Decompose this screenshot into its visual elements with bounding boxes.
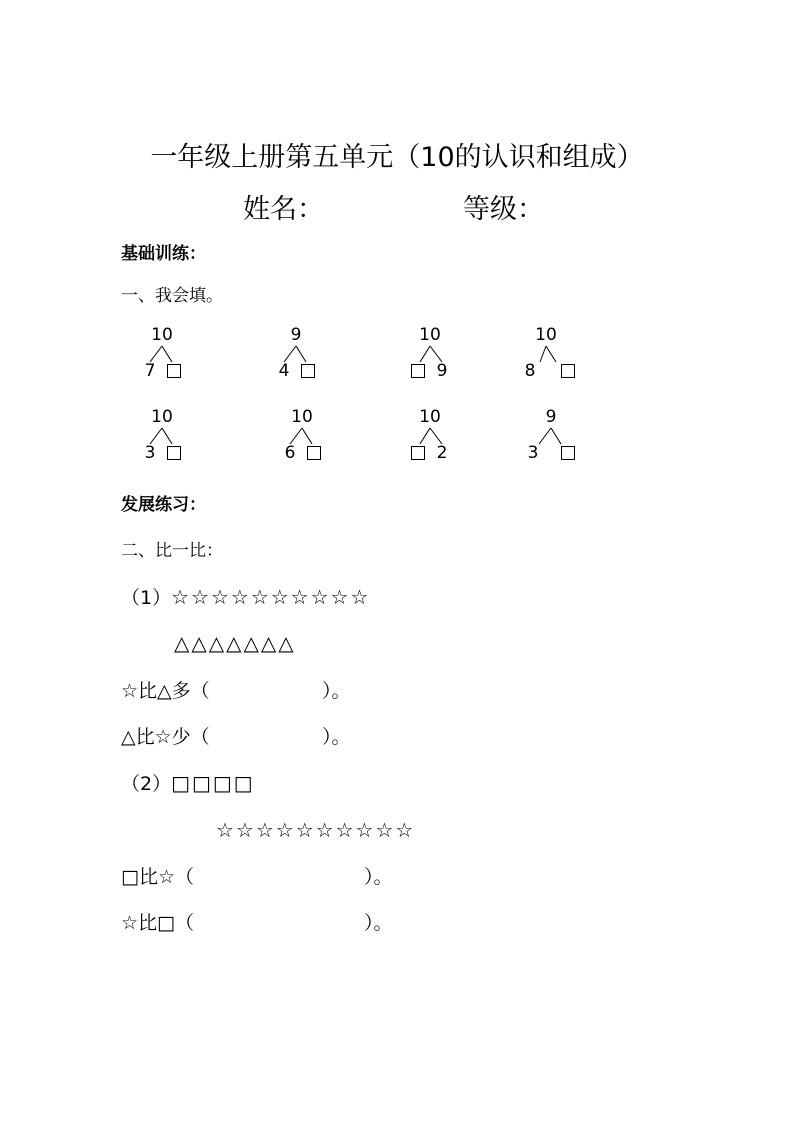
bond-part-right: 2: [436, 443, 448, 463]
number-bond: [526, 325, 596, 383]
number-bond: [410, 407, 480, 465]
bond-answer-box[interactable]: [410, 444, 426, 462]
compare-1-prompt: ☆比△多（: [121, 680, 210, 702]
part-1-triangles: △△△△△△△: [174, 631, 296, 655]
number-bond: [276, 325, 346, 383]
number-bond: [142, 407, 212, 465]
page-title: 一年级上册第五单元（10的认识和组成）: [150, 142, 644, 173]
compare-4-close: ）。: [364, 912, 393, 934]
bond-part-left: 3: [527, 443, 539, 463]
bond-answer-box[interactable]: [300, 362, 316, 380]
bond-part-left: 6: [284, 443, 296, 463]
compare-2-prompt: △比☆少（: [121, 726, 210, 748]
section-heading-basic: 基础训练：: [121, 244, 206, 264]
part-1-row: [121, 584, 370, 611]
bond-part-left: 7: [144, 361, 156, 381]
bond-total: 9: [290, 325, 302, 345]
compare-3-prompt: □比☆（: [121, 866, 194, 888]
number-bond: [527, 407, 601, 465]
bond-answer-box[interactable]: [410, 362, 426, 380]
bond-total: 10: [151, 325, 173, 345]
part-2-squares: □□□□: [171, 771, 255, 795]
section-heading-development: 发展练习：: [121, 495, 206, 515]
bond-part-left: 4: [278, 361, 290, 381]
bond-total: 10: [419, 407, 441, 427]
bond-total: 10: [419, 325, 441, 345]
number-bond: [282, 407, 352, 465]
part-1-label: （1）: [121, 587, 172, 609]
bond-answer-box[interactable]: [306, 444, 322, 462]
compare-2-close: ）。: [322, 726, 351, 748]
part-2-label: （2）: [121, 773, 172, 795]
question-1-label: 一、我会填。: [121, 286, 223, 306]
bond-answer-box[interactable]: [166, 362, 182, 380]
bond-total: 10: [151, 407, 173, 427]
bond-answer-box[interactable]: [560, 444, 576, 462]
compare-1-close: ）。: [322, 680, 351, 702]
compare-3-close: ）。: [364, 866, 393, 888]
bond-part-left: 3: [144, 443, 156, 463]
part-2-stars: ☆☆☆☆☆☆☆☆☆☆: [216, 818, 416, 842]
bond-part-left: 8: [524, 361, 536, 381]
compare-4-prompt: ☆比□（: [121, 912, 194, 934]
number-bond: [410, 325, 480, 383]
bond-answer-box[interactable]: [560, 362, 576, 380]
part-2-row: [121, 770, 255, 797]
name-label: 姓名：: [243, 194, 324, 225]
bond-total: 9: [545, 407, 557, 427]
bond-part-right: 9: [436, 361, 448, 381]
bond-total: 10: [291, 407, 313, 427]
question-2-label: 二、比一比：: [121, 541, 223, 561]
number-bond: [142, 325, 212, 383]
bond-answer-box[interactable]: [166, 444, 182, 462]
part-1-stars: ☆☆☆☆☆☆☆☆☆☆: [171, 585, 371, 609]
grade-label: 等级：: [463, 194, 544, 225]
bond-total: 10: [535, 325, 557, 345]
